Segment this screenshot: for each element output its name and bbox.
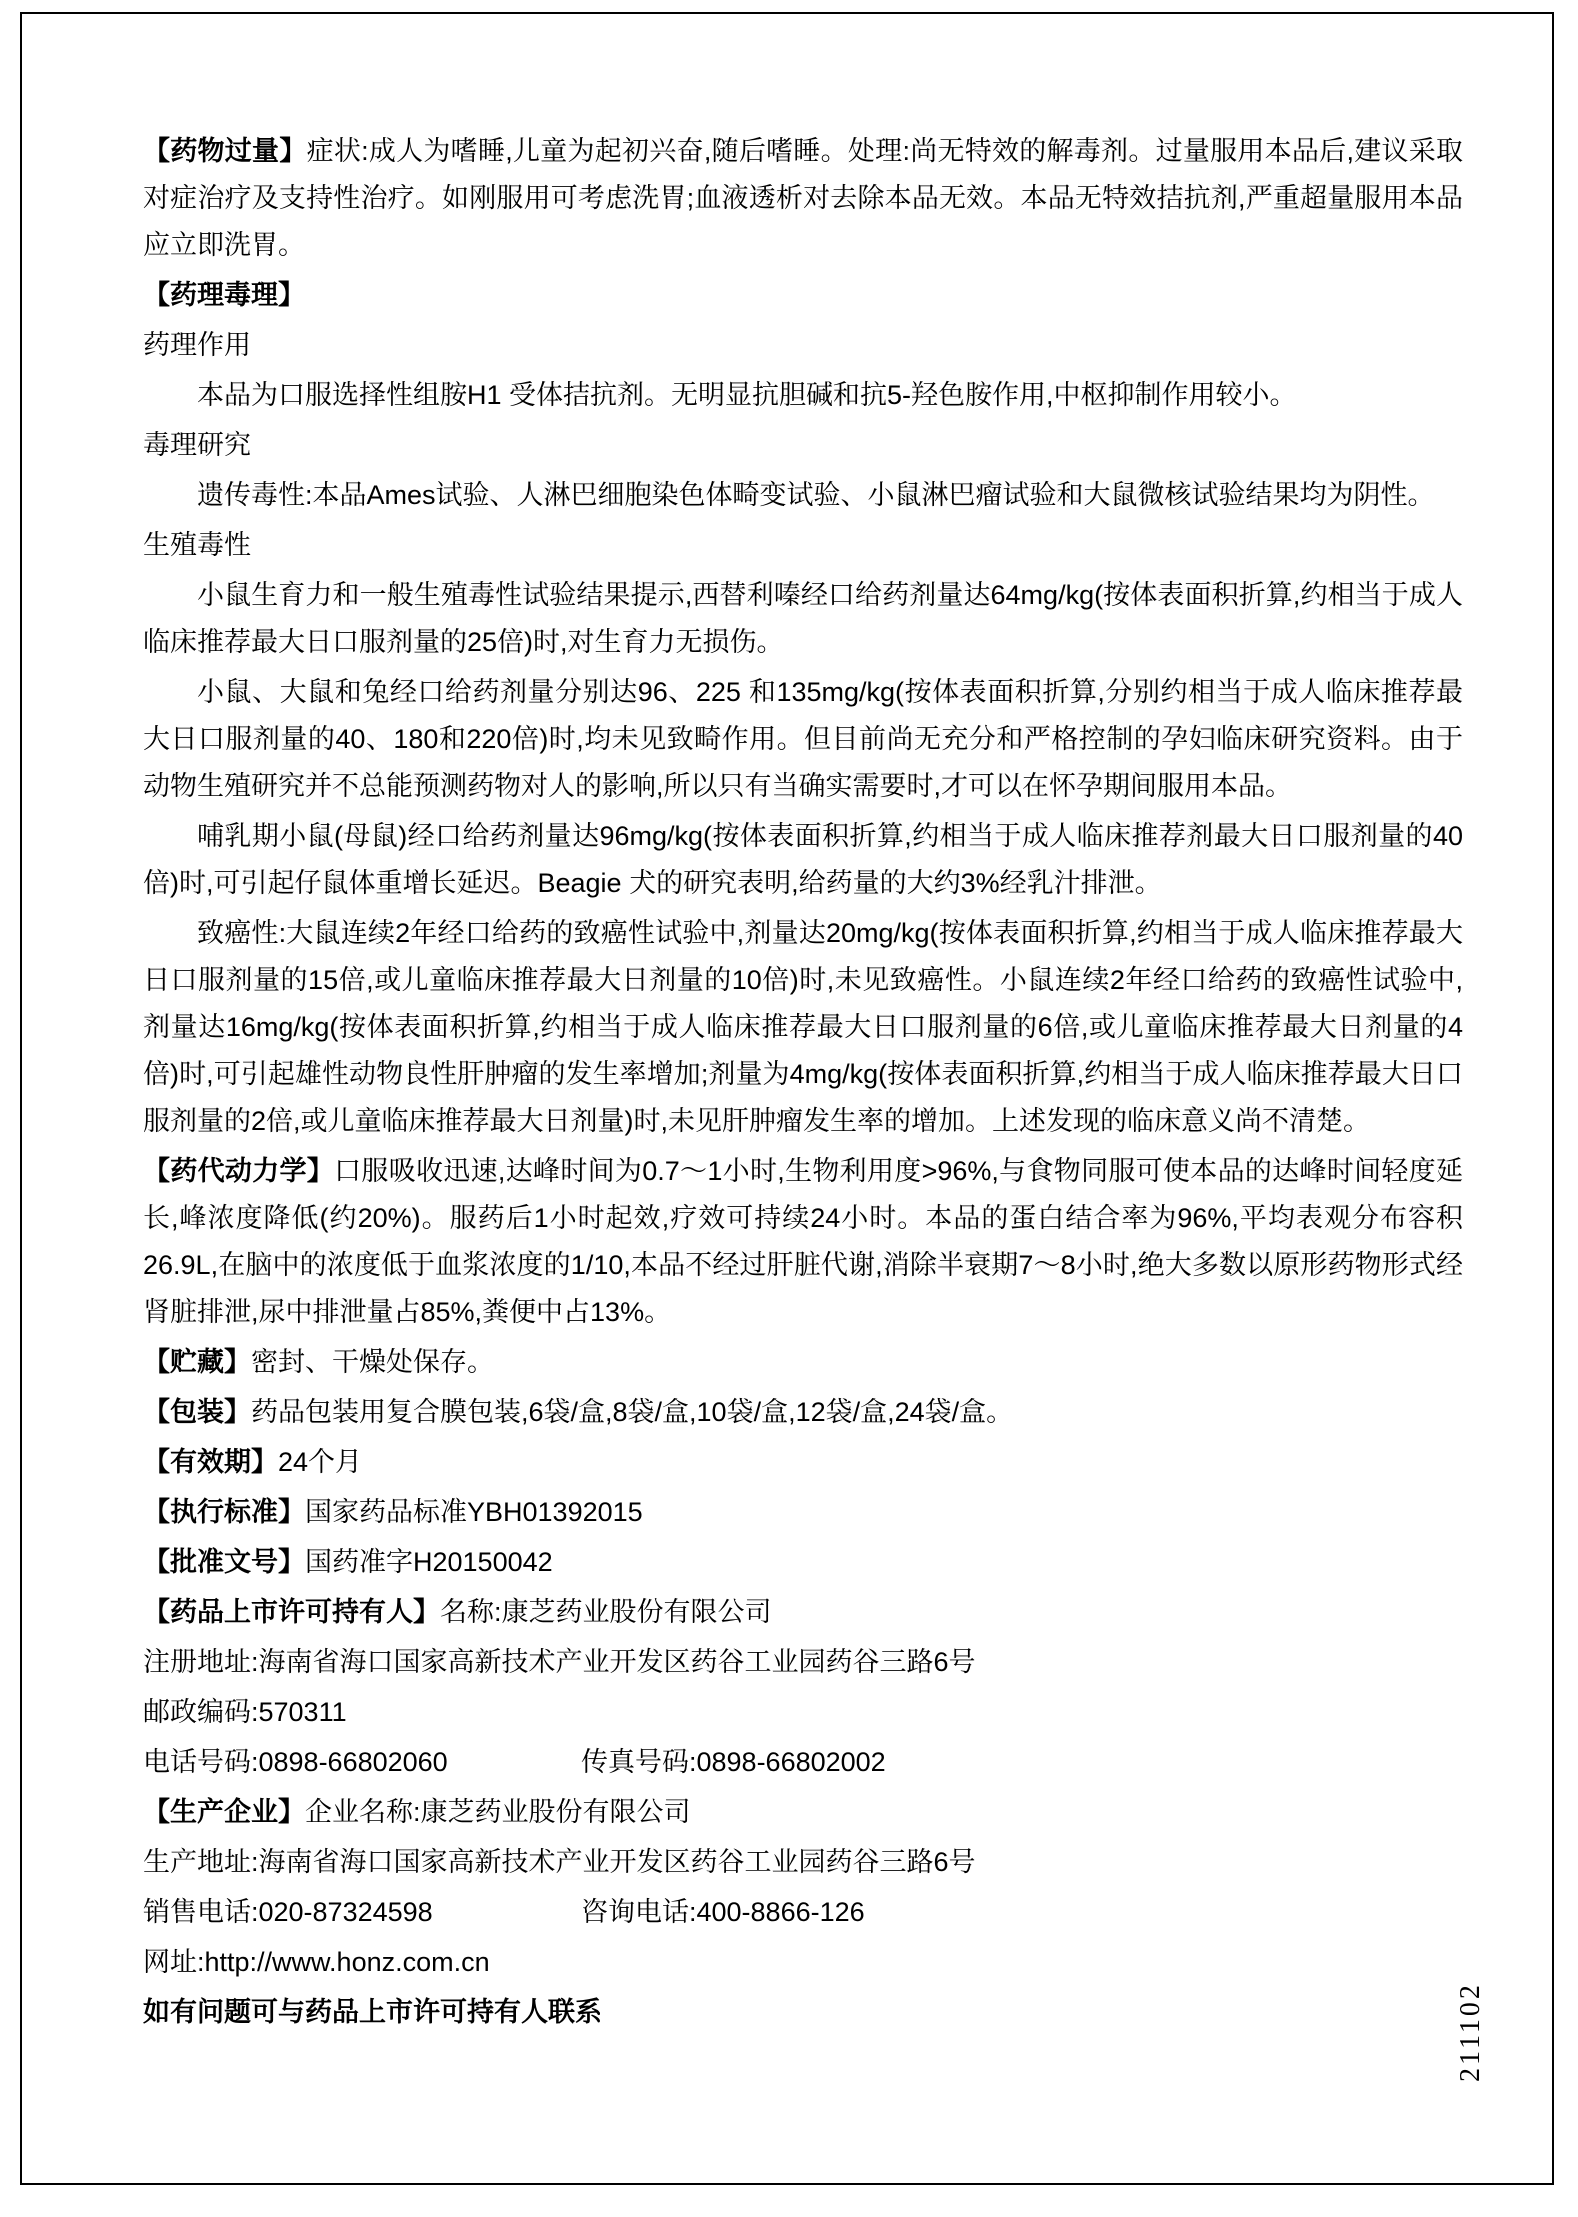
section-text-packaging: 药品包装用复合膜包装,6袋/盒,8袋/盒,10袋/盒,12袋/盒,24袋/盒。 bbox=[251, 1397, 1014, 1427]
section-label-executive-standard: 【执行标准】 bbox=[143, 1497, 305, 1527]
section-text-contact-note: 如有问题可与药品上市许可持有人联系 bbox=[143, 1997, 602, 2027]
paragraph-toxicology-research-heading bbox=[143, 422, 1463, 469]
section-label-packaging: 【包装】 bbox=[143, 1397, 251, 1427]
paragraph-reproductive-toxicity-1 bbox=[143, 572, 1463, 666]
section-text-postal-code: 邮政编码:570311 bbox=[143, 1697, 347, 1727]
paragraph-contact-note bbox=[143, 1989, 1463, 2036]
section-text-validity-period: 24个月 bbox=[278, 1447, 363, 1477]
section-text-carcinogenicity: 致癌性:大鼠连续2年经口给药的致癌性试验中,剂量达20mg/kg(按体表面积折算,约相当于成人临床推荐最大日口服剂量的15倍,或儿童临床推荐最大日剂量的10倍)时,未见致癌性。小鼠连续2年经口给药的致癌性试验中,剂量达16mg/kg(按体表面积折算,约相当于成人临床推荐最大日口服剂量的6倍,或儿童临床推荐最大日剂量的4倍)时,可引起雄性动物良性肝肿瘤的发生率增加;剂量为4mg/kg(按体表面积折算,约相当于成人临床推荐最大日口服剂量的2倍,或儿童临床推荐最大日剂量)时,未见肝肿瘤发生率的增加。上述发现的临床意义尚不清楚。 bbox=[143, 918, 1463, 1136]
paragraph-pharmacokinetics bbox=[143, 1148, 1463, 1336]
section-text-reproductive-toxicity-heading: 生殖毒性 bbox=[143, 530, 251, 560]
section-text-manufacturer: 企业名称:康芝药业股份有限公司 bbox=[305, 1797, 691, 1827]
paragraph-approval-number bbox=[143, 1539, 1463, 1586]
section-text-pharmacology-action-heading: 药理作用 bbox=[143, 330, 251, 360]
section-label-validity-period: 【有效期】 bbox=[143, 1447, 278, 1477]
section-text-pharmacokinetics: 口服吸收迅速,达峰时间为0.7～1小时,生物利用度>96%,与食物同服可使本品的达峰时间轻度延长,峰浓度降低(约20%)。服药后1小时起效,疗效可持续24小时。本品的蛋白结合率为96%,平均表观分布容积26.9L,在脑中的浓度低于血浆浓度的1/10,本品不经过肝脏代谢,消除半衰期7～8小时,绝大多数以原形药物形式经肾脏排泄,尿中排泄量占85%,粪便中占13%。 bbox=[143, 1156, 1463, 1327]
section-label-pharmacology-toxicology-heading: 【药理毒理】 bbox=[143, 280, 305, 310]
paragraph-manufacturer bbox=[143, 1789, 1463, 1836]
section-label-pharmacokinetics: 【药代动力学】 bbox=[143, 1156, 335, 1186]
paragraph-packaging bbox=[143, 1389, 1463, 1436]
paragraph-sales-consult-phone bbox=[143, 1889, 1463, 1936]
field-sales-consult-phone-right: 咨询电话:400-8866-126 bbox=[581, 1897, 865, 1927]
field-phone-fax-right: 传真号码:0898-66802002 bbox=[581, 1747, 886, 1777]
section-text-storage: 密封、干燥处保存。 bbox=[251, 1347, 494, 1377]
section-label-storage: 【贮藏】 bbox=[143, 1347, 251, 1377]
paragraph-phone-fax bbox=[143, 1739, 1463, 1786]
paragraph-website bbox=[143, 1939, 1463, 1986]
section-text-approval-number: 国药准字H20150042 bbox=[305, 1547, 553, 1577]
section-text-production-address: 生产地址:海南省海口国家高新技术产业开发区药谷工业园药谷三路6号 bbox=[143, 1847, 976, 1877]
section-text-license-holder: 名称:康芝药业股份有限公司 bbox=[440, 1597, 772, 1627]
section-label-license-holder: 【药品上市许可持有人】 bbox=[143, 1597, 440, 1627]
section-text-reproductive-toxicity-2: 小鼠、大鼠和兔经口给药剂量分别达96、225 和135mg/kg(按体表面积折算,分别约相当于成人临床推荐最大日口服剂量的40、180和220倍)时,均未见致畸作用。但目前尚无充分和严格控制的孕妇临床研究资料。由于动物生殖研究并不总能预测药物对人的影响,所以只有当确实需要时,才可以在怀孕期间服用本品。 bbox=[143, 677, 1463, 801]
paragraph-pharmacology-toxicology-heading bbox=[143, 272, 1463, 319]
section-text-reproductive-toxicity-3: 哺乳期小鼠(母鼠)经口给药剂量达96mg/kg(按体表面积折算,约相当于成人临床推荐剂最大日口服剂量的40倍)时,可引起仔鼠体重增长延迟。Beagie 犬的研究表明,给药量的大约3%经乳汁排泄。 bbox=[143, 821, 1463, 898]
section-text-toxicology-research-heading: 毒理研究 bbox=[143, 430, 251, 460]
paragraph-reproductive-toxicity-3 bbox=[143, 813, 1463, 907]
section-text-reproductive-toxicity-1: 小鼠生育力和一般生殖毒性试验结果提示,西替利嗪经口给药剂量达64mg/kg(按体表面积折算,约相当于成人临床推荐最大日口服剂量的25倍)时,对生育力无损伤。 bbox=[143, 580, 1463, 657]
paragraph-reproductive-toxicity-2 bbox=[143, 669, 1463, 810]
field-phone-fax-left: 电话号码:0898-66802060 bbox=[143, 1747, 448, 1777]
field-sales-consult-phone-left: 销售电话:020-87324598 bbox=[143, 1897, 433, 1927]
paragraph-registered-address bbox=[143, 1639, 1463, 1686]
paragraph-postal-code bbox=[143, 1689, 1463, 1736]
paragraph-executive-standard bbox=[143, 1489, 1463, 1536]
paragraph-pharmacology-action-text bbox=[143, 372, 1463, 419]
paragraph-pharmacology-action-heading bbox=[143, 322, 1463, 369]
paragraph-reproductive-toxicity-heading bbox=[143, 522, 1463, 569]
paragraph-license-holder bbox=[143, 1589, 1463, 1636]
print-batch-number: 211102 bbox=[1455, 1982, 1486, 2082]
section-text-overdose: 症状:成人为嗜睡,儿童为起初兴奋,随后嗜睡。处理:尚无特效的解毒剂。过量服用本品后,建议采取对症治疗及支持性治疗。如刚服用可考虑洗胃;血液透析对去除本品无效。本品无特效拮抗剂,严重超量服用本品应立即洗胃。 bbox=[143, 136, 1463, 260]
paragraph-storage bbox=[143, 1339, 1463, 1386]
document-body bbox=[143, 128, 1463, 2039]
section-label-overdose: 【药物过量】 bbox=[143, 136, 307, 166]
section-text-registered-address: 注册地址:海南省海口国家高新技术产业开发区药谷工业园药谷三路6号 bbox=[143, 1647, 976, 1677]
paragraph-genetic-toxicity bbox=[143, 472, 1463, 519]
paragraph-production-address bbox=[143, 1839, 1463, 1886]
section-text-website: 网址:http://www.honz.com.cn bbox=[143, 1947, 490, 1977]
section-label-approval-number: 【批准文号】 bbox=[143, 1547, 305, 1577]
paragraph-overdose bbox=[143, 128, 1463, 269]
section-text-genetic-toxicity: 遗传毒性:本品Ames试验、人淋巴细胞染色体畸变试验、小鼠淋巴瘤试验和大鼠微核试验结果均为阴性。 bbox=[197, 480, 1435, 510]
paragraph-validity-period bbox=[143, 1439, 1463, 1486]
paragraph-carcinogenicity bbox=[143, 910, 1463, 1145]
section-label-manufacturer: 【生产企业】 bbox=[143, 1797, 305, 1827]
section-text-pharmacology-action-text: 本品为口服选择性组胺H1 受体拮抗剂。无明显抗胆碱和抗5-羟色胺作用,中枢抑制作用较小。 bbox=[197, 380, 1297, 410]
section-text-executive-standard: 国家药品标准YBH01392015 bbox=[305, 1497, 643, 1527]
